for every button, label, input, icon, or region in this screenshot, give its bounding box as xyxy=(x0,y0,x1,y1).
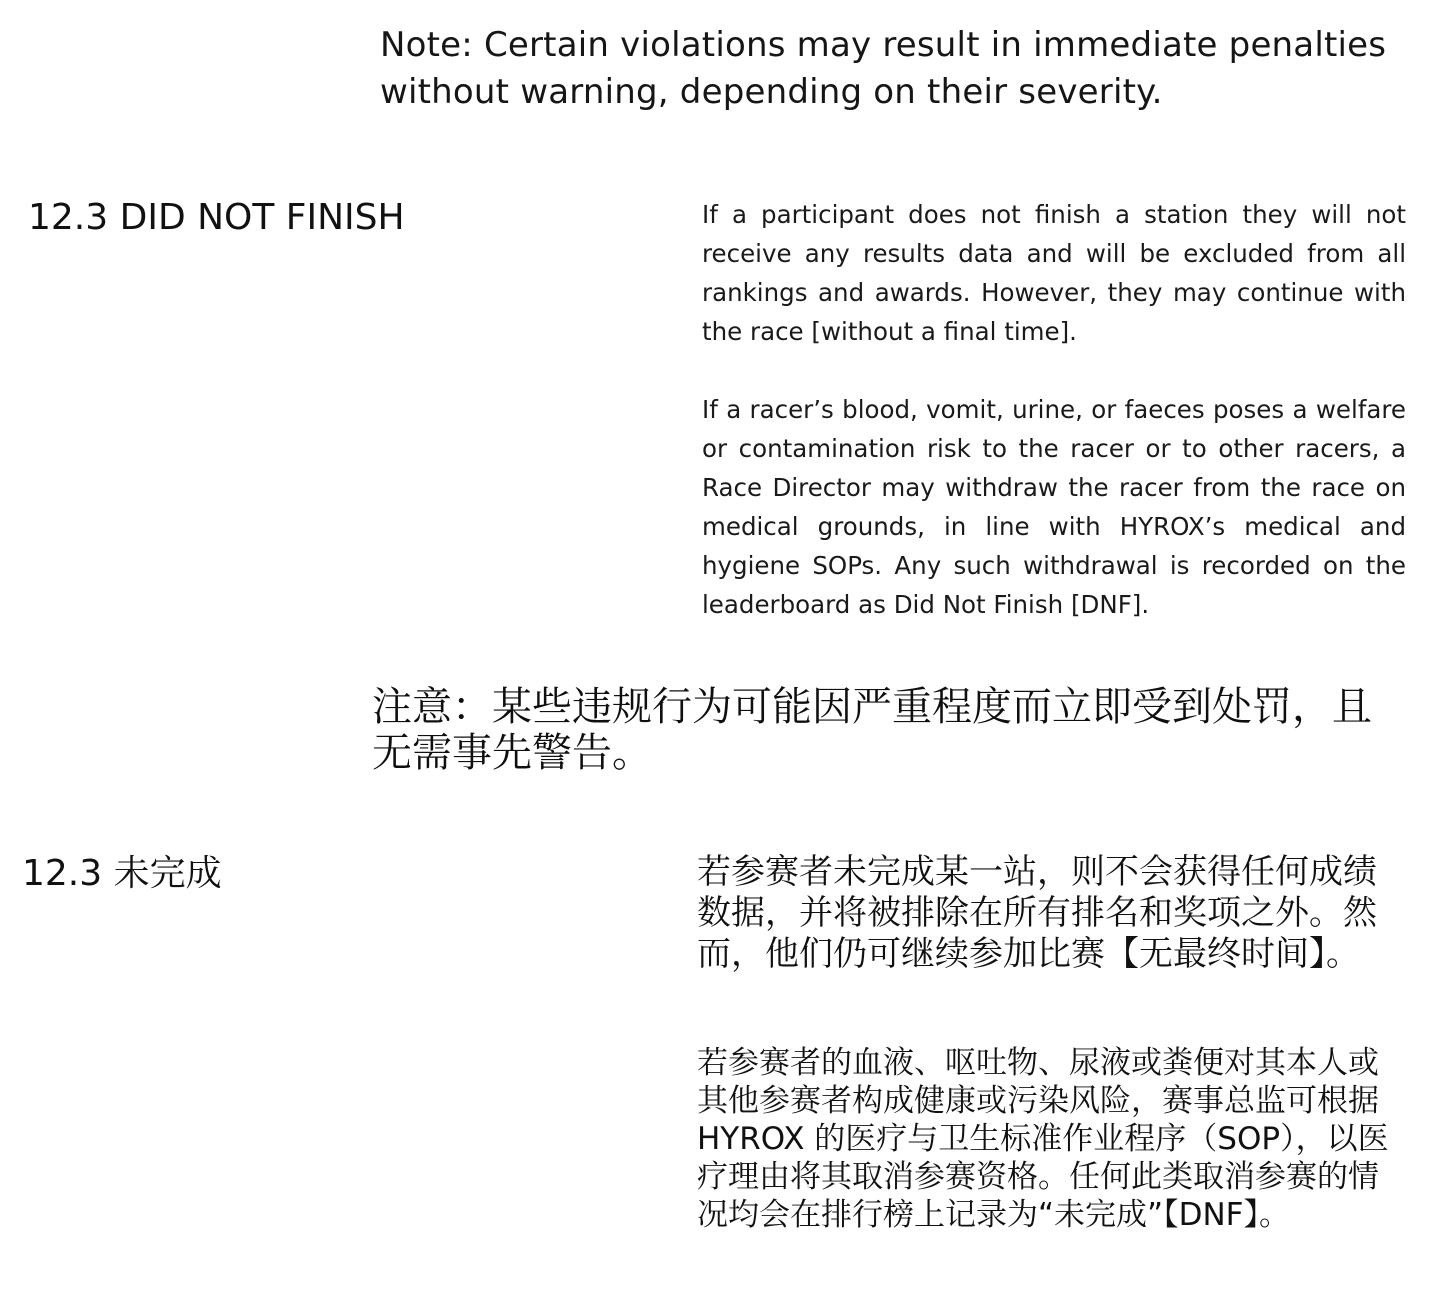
dnf-paragraph-en-2: If a racer’s blood, vomit, urine, or faeces poses a welfare or contamination risk to the racer or to other racers, a Race Director may withdraw the racer from the race on medical grounds, in line with HYROX’s medical and hygiene SOPs. Any such withdrawal is recorded on the leaderboard as Did Not Finish [DNF]. xyxy=(702,395,1406,619)
dnf-paragraph-zh-2: 若参赛者的血液、呕吐物、尿液或粪便对其本人或其他参赛者构成健康或污染风险，赛事总监可根据 HYROX 的医疗与卫生标准作业程序（SOP），以医疗理由将其取消参赛资格。任何此类取消参赛的情况均会在排行榜上记录为“未完成”【DNF】。 xyxy=(697,1045,1389,1233)
dnf-paragraph-en-1: If a participant does not finish a station they will not receive any results data and will be excluded from all rankings and awards. However, they may continue with the race [without a final time]. xyxy=(702,200,1406,346)
section-heading-en: 12.3 DID NOT FINISH xyxy=(28,197,405,238)
penalty-note-en: Note: Certain violations may result in immediate penalties without warning, depending on their severity. xyxy=(380,25,1387,112)
dnf-paragraph-zh-1: 若参赛者未完成某一站，则不会获得任何成绩数据，并将被排除在所有排名和奖项之外。然而，他们仍可继续参加比赛【无最终时间】。 xyxy=(697,852,1377,974)
section-heading-zh: 12.3 未完成 xyxy=(22,853,222,894)
penalty-note-zh: 注意：某些违规行为可能因严重程度而立即受到处罚，且无需事先警告。 xyxy=(372,684,1372,776)
